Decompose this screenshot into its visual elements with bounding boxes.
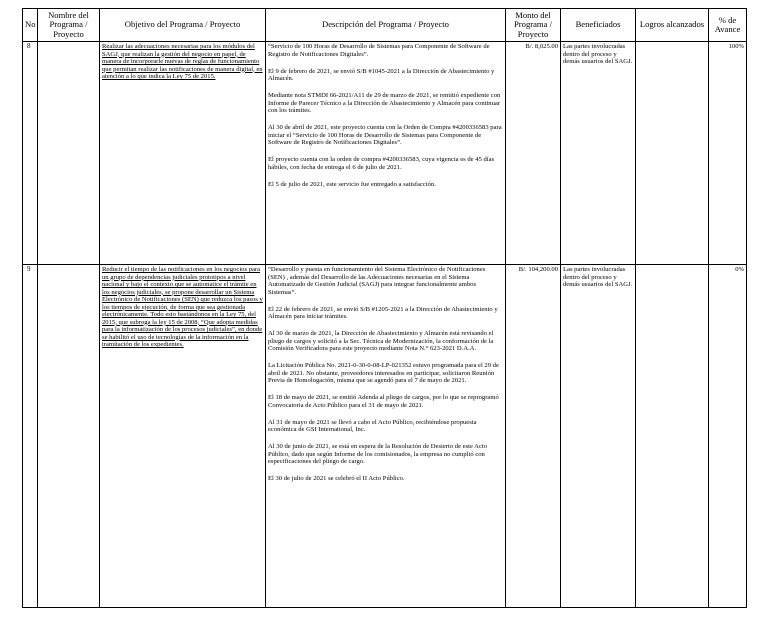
row-objetivo [100,265,266,608]
row-nombre [38,265,100,608]
header-objetivo: Objetivo del Programa / Proyecto [100,9,266,42]
description-paragraph: La Licitación Pública No. 2021-0-30-0-08-LP-021352 estuvo programada para el 29 de abril de 2021. No obstante, proveedores interesados en participar, solicitaron Reunión Previa de Homologación, misma que se agendó para el 7 de mayo de 2021. [268,362,499,384]
description-paragraph: El 9 de febrero de 2021, se envió S/B #1045-2021 a la Dirección de Abastecimiento y Almacén. [268,67,495,82]
description-paragraph: Mediante nota STMDI 66-2021/A11 de 29 de marzo de 2021, se remitió expediente con Informe de Parecer Técnico a la Dirección de Abastecimiento y Almacén para continuar con los trámites. [268,92,501,114]
header-beneficiados: Beneficiados [561,9,636,42]
row-beneficiados: Las partes involucradas dentro del proceso y demás usuarios del SAGJ. [561,42,636,265]
objetivo-text: Reducir el tiempo de las notificaciones en los negocios para un grupo de dependencias judiciales prototipos a nivel nacional y bajo el contexto que se automatice el trámite en los negocios judiciales, se propone desarrollar un Sistema Electrónico de Notificaciones (SEN) que reduzca los pasos y los tiempos de ejecución, de forma que sea gestionada electrónicamente. Todo esto bastándonos en la Ley 75, del 2015, que subroga la ley 15 de 2008, “Que adopta medidas para la informatización de los procesos judiciales”, en donde se habilitó el uso de tecnologías de la información en la tramitación de los expedientes. [102,266,263,348]
description-paragraph: El 5 de julio de 2021, este servicio fue entregado a satisfacción. [268,180,436,188]
row-monto: B/. 8,025.00 [506,42,561,265]
header-descripcion: Descripción del Programa / Proyecto [266,9,506,42]
table-row [23,265,747,608]
row-avance: 0% [709,265,747,608]
header-monto: Monto del Programa / Proyecto [506,9,561,42]
row-number: 8 [23,42,38,265]
objetivo-text: Realizar las adecuaciones necesarias para los módulos del SAGJ, que realizan la gestión del negocio en papel, de manera de incorporarle nuevas de reglas de funcionamiento que permitan realizar las notificaciones de manera digital, en atención a lo que indica la Ley 75 de 2015. [102,43,263,80]
header-no: No [23,9,38,42]
description-paragraph: Al 30 de marzo de 2021, la Dirección de Abastecimiento y Almacén está revisando el pliego de cargos y solicitó a la Sec. Técnica de Modernización, la conformación de la Comisión Verificadora para este proyecto mediante Nota N.° 623-2021 D.A.A. [268,330,494,352]
header-nombre: Nombre del Programa / Proyecto [38,9,100,42]
header-avance: % de Avance [709,9,747,42]
description-paragraph: Al 30 de abril de 2021, este proyecto cuenta con la Orden de Compra #4200336583 para iniciar el “Servicio de 100 Horas de Desarrollo de Sistemas para Componente de Software de Registro de Notificaciones Digitales”. [268,124,502,146]
row-monto: B/. 104,200.00 [506,265,561,608]
header-logros: Logros alcanzados [636,9,709,42]
description-paragraph: El 30 de julio de 2021 se celebró el II Acto Público. [268,475,405,482]
row-beneficiados: Las partes involucradas dentro del proceso y demás usuarios del SAGJ. [561,265,636,608]
row-number: 9 [23,265,38,608]
table-row [23,42,747,265]
description-paragraph: El 18 de mayo de 2021, se emitió Adenda al pliego de cargos, por lo que se reprogramó Convocatoria de Acto Público para el 31 de mayo de 2021. [268,394,499,409]
description-paragraph: El 22 de febrero de 2021, se envió S/B #1205-2021 a la Dirección de Abastecimiento y Almacén para iniciar trámites. [268,305,498,320]
row-avance: 100% [709,42,747,265]
row-objetivo [100,42,266,265]
programs-table [22,8,747,608]
header-row [23,9,747,42]
row-descripcion [266,265,506,608]
description-paragraph: Al 30 de junio de 2021, se está en espera de la Resolución de Desierto de este Acto Público, dado que según Informe de los comisionados, la empresa no cumplió con especificaciones del pliego de cargo. [268,443,487,465]
row-descripcion [266,42,506,265]
row-nombre [38,42,100,265]
description-paragraph: El proyecto cuenta con la orden de compra #4200336583, cuya vigencia es de 45 días hábiles, con fecha de entrega el 6 de julio de 2021. [268,156,495,171]
description-paragraph: “Servicio de 100 Horas de Desarrollo de Sistemas para Componente de Software de Registro de Notificaciones Digitales”. [268,43,490,58]
row-logros [636,265,709,608]
row-logros [636,42,709,265]
description-paragraph: “Desarrollo y puesta en funcionamiento del Sistema Electrónico de Notificaciones (SEN) , además del Desarrollo de las Adecuaciones necesarias en el Sistema Automatizado de Gestión Judicial (SAGJ) para integrar funcionalmente ambos Sistemas”. [268,266,486,296]
description-paragraph: Al 31 de mayo de 2021 se llevó a cabo el Acto Público, recibiéndose propuesta económica de GSI International, Inc. [268,418,477,433]
